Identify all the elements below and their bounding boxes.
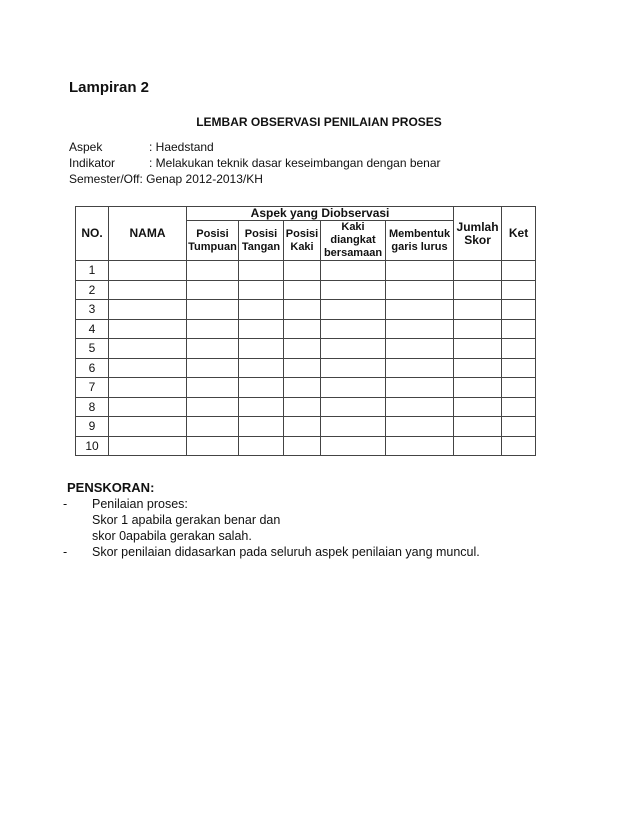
table-cell bbox=[284, 280, 321, 300]
table-cell bbox=[386, 319, 454, 339]
row-number: 8 bbox=[76, 397, 109, 417]
table-cell bbox=[239, 397, 284, 417]
table-cell bbox=[502, 319, 536, 339]
table-cell bbox=[187, 436, 239, 456]
table-cell bbox=[239, 300, 284, 320]
table-cell bbox=[321, 378, 386, 398]
header-line: Kaki bbox=[341, 221, 365, 233]
table-cell bbox=[109, 261, 187, 281]
table-cell bbox=[187, 417, 239, 437]
table-cell bbox=[284, 300, 321, 320]
document-heading: LEMBAR OBSERVASI PENILAIAN PROSES bbox=[196, 115, 442, 129]
table-cell bbox=[284, 261, 321, 281]
table-cell bbox=[502, 378, 536, 398]
header-line: Posisi bbox=[285, 227, 319, 240]
table-cell bbox=[386, 397, 454, 417]
table-cell bbox=[321, 397, 386, 417]
bullet-marker: - bbox=[63, 545, 68, 559]
table-cell bbox=[502, 300, 536, 320]
table-cell bbox=[321, 261, 386, 281]
table-cell bbox=[187, 339, 239, 359]
meta-value: : Melakukan teknik dasar keseimbangan dengan benar bbox=[149, 156, 441, 170]
header-line: Membentuk bbox=[388, 227, 451, 240]
table-cell bbox=[284, 417, 321, 437]
table-cell bbox=[109, 300, 187, 320]
table-cell bbox=[386, 417, 454, 437]
table-row bbox=[76, 339, 536, 359]
table-cell bbox=[239, 261, 284, 281]
table-cell bbox=[454, 436, 502, 456]
table-cell bbox=[187, 261, 239, 281]
table-cell bbox=[239, 417, 284, 437]
table-cell bbox=[454, 397, 502, 417]
table-cell bbox=[502, 358, 536, 378]
table-cell bbox=[284, 378, 321, 398]
header-kaki-diangkat bbox=[321, 221, 386, 261]
row-number: 3 bbox=[76, 300, 109, 320]
page-title: Lampiran 2 bbox=[69, 79, 150, 96]
row-number: 7 bbox=[76, 378, 109, 398]
table-cell bbox=[109, 358, 187, 378]
row-number: 9 bbox=[76, 417, 109, 437]
header-line: Posisi bbox=[196, 227, 229, 240]
header-line: Kaki bbox=[290, 240, 314, 253]
row-number: 6 bbox=[76, 358, 109, 378]
table-cell bbox=[284, 339, 321, 359]
table-cell bbox=[284, 436, 321, 456]
table-cell bbox=[502, 280, 536, 300]
table-cell bbox=[454, 358, 502, 378]
table-cell bbox=[239, 358, 284, 378]
table-cell bbox=[321, 339, 386, 359]
row-number: 5 bbox=[76, 339, 109, 359]
table-cell bbox=[187, 280, 239, 300]
table-cell bbox=[284, 358, 321, 378]
table-cell bbox=[109, 339, 187, 359]
penskoran-item1-line2: Skor 1 apabila gerakan benar dan bbox=[92, 513, 281, 527]
header-line: garis lurus bbox=[391, 240, 448, 253]
table-cell bbox=[386, 436, 454, 456]
table-header-row bbox=[76, 207, 536, 221]
table-cell bbox=[454, 300, 502, 320]
table-row bbox=[76, 300, 536, 320]
table-cell bbox=[109, 280, 187, 300]
table-cell bbox=[454, 280, 502, 300]
meta-value: Genap 2012-2013/KH bbox=[146, 172, 263, 186]
row-number: 1 bbox=[76, 261, 109, 281]
header-line: Tumpuan bbox=[188, 240, 237, 253]
table-cell bbox=[386, 358, 454, 378]
table-cell bbox=[321, 319, 386, 339]
header-no: NO. bbox=[76, 207, 109, 261]
table-cell bbox=[109, 417, 187, 437]
table-cell bbox=[502, 261, 536, 281]
table-cell bbox=[386, 300, 454, 320]
meta-key: Aspek bbox=[69, 140, 103, 154]
table-cell bbox=[454, 319, 502, 339]
table-cell bbox=[386, 261, 454, 281]
header-line: Tangan bbox=[241, 240, 281, 253]
table-cell bbox=[502, 436, 536, 456]
table-cell bbox=[109, 397, 187, 417]
header-ket: Ket bbox=[502, 207, 536, 261]
header-nama: NAMA bbox=[109, 207, 187, 261]
table-row bbox=[76, 436, 536, 456]
table-cell bbox=[109, 319, 187, 339]
penskoran-item1-line3: skor 0apabila gerakan salah. bbox=[92, 529, 252, 543]
table-row bbox=[76, 261, 536, 281]
table-cell bbox=[239, 378, 284, 398]
header-jumlah-line1: Jumlah bbox=[456, 219, 499, 234]
table-cell bbox=[109, 378, 187, 398]
table-cell bbox=[187, 397, 239, 417]
table-cell bbox=[454, 417, 502, 437]
header-posisi-kaki bbox=[284, 221, 321, 261]
table-cell bbox=[239, 436, 284, 456]
table-cell bbox=[502, 417, 536, 437]
header-membentuk-garis bbox=[386, 221, 454, 261]
observation-table bbox=[75, 206, 536, 456]
table-cell bbox=[454, 339, 502, 359]
table-row bbox=[76, 319, 536, 339]
table-cell bbox=[386, 339, 454, 359]
table-cell bbox=[386, 378, 454, 398]
table-cell bbox=[109, 436, 187, 456]
table-cell bbox=[239, 280, 284, 300]
table-cell bbox=[239, 339, 284, 359]
table-row bbox=[76, 417, 536, 437]
penskoran-title: PENSKORAN: bbox=[67, 480, 155, 495]
penskoran-item1-line1: Penilaian proses: bbox=[92, 497, 188, 511]
header-line: diangkat bbox=[330, 234, 376, 246]
table-cell bbox=[187, 378, 239, 398]
table-row bbox=[76, 397, 536, 417]
row-number: 2 bbox=[76, 280, 109, 300]
table-cell bbox=[187, 300, 239, 320]
meta-key: Semester/Off: bbox=[69, 172, 143, 186]
meta-semester bbox=[69, 172, 263, 186]
header-posisi-tumpuan bbox=[187, 221, 239, 261]
header-line: Posisi bbox=[244, 227, 278, 240]
header-aspek-group: Aspek yang Diobservasi bbox=[187, 207, 454, 221]
table-cell bbox=[284, 319, 321, 339]
table-row bbox=[76, 280, 536, 300]
meta-key: Indikator bbox=[69, 156, 116, 170]
table-cell bbox=[386, 280, 454, 300]
table-cell bbox=[187, 358, 239, 378]
table-cell bbox=[321, 417, 386, 437]
bullet-marker: - bbox=[63, 497, 68, 511]
table-row bbox=[76, 358, 536, 378]
table-cell bbox=[239, 319, 284, 339]
header-posisi-tangan bbox=[239, 221, 284, 261]
table-row bbox=[76, 378, 536, 398]
table-cell bbox=[454, 261, 502, 281]
meta-value: : Haedstand bbox=[149, 140, 214, 154]
table-cell bbox=[187, 319, 239, 339]
penskoran-item2: Skor penilaian didasarkan pada seluruh aspek penilaian yang muncul. bbox=[92, 545, 480, 559]
table-cell bbox=[321, 436, 386, 456]
row-number: 4 bbox=[76, 319, 109, 339]
header-jumlah-skor bbox=[454, 207, 502, 261]
table-cell bbox=[454, 378, 502, 398]
table-cell bbox=[502, 397, 536, 417]
table-cell bbox=[321, 358, 386, 378]
header-line: bersamaan bbox=[323, 247, 383, 259]
table-cell bbox=[321, 280, 386, 300]
table-cell bbox=[321, 300, 386, 320]
table-cell bbox=[284, 397, 321, 417]
header-jumlah-line2: Skor bbox=[464, 232, 491, 247]
row-number: 10 bbox=[76, 436, 109, 456]
table-cell bbox=[502, 339, 536, 359]
